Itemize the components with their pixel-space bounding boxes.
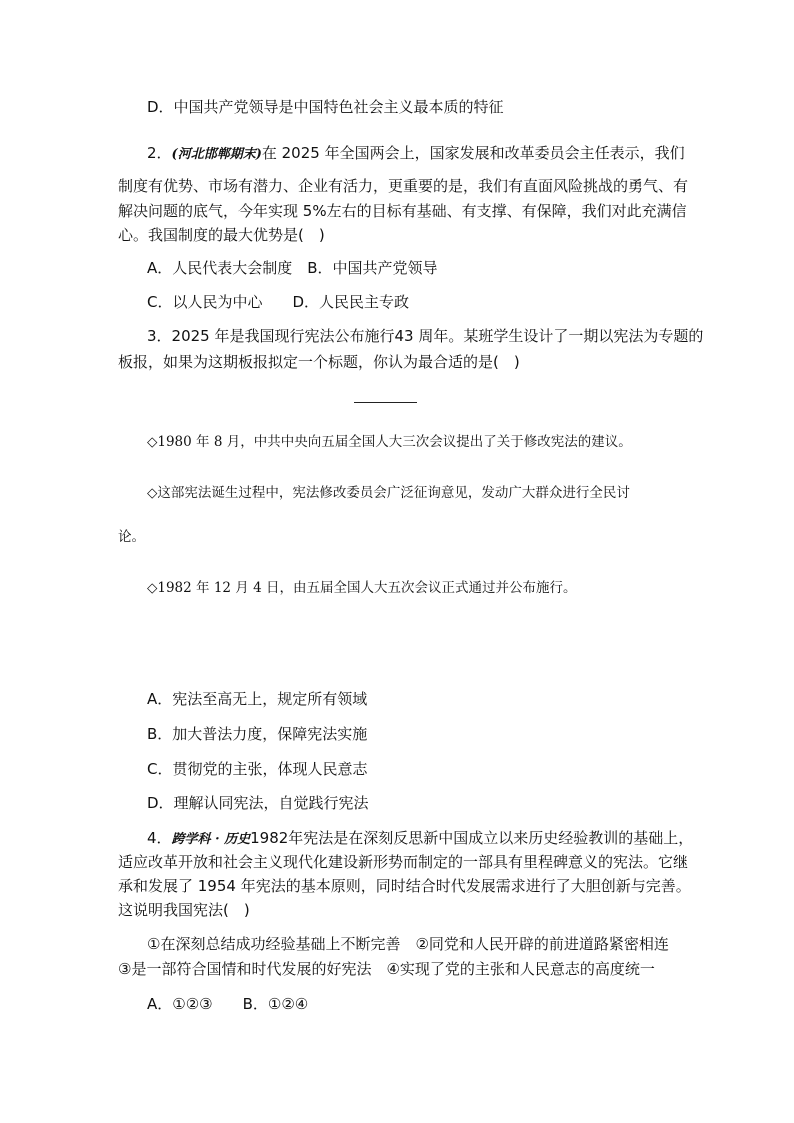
question-2-stem-line-2: 制度有优势、市场有潜力、企业有活力，更重要的是，我们有直面风险挑战的勇气、有 <box>118 177 689 195</box>
question-4-stem-line-4: 这说明我国宪法( ) <box>118 901 250 919</box>
question-4-statements-row-2: ③是一部符合国情和时代发展的好宪法 ④实现了党的主张和人民意志的高度统一 <box>118 960 655 978</box>
material-item: ◇1982 年 12 月 4 日，由五届全国人大五次会议正式通过并公布施行。 <box>147 580 577 596</box>
question-3-option-c: C．贯彻党的主张，体现人民意志 <box>147 760 368 778</box>
question-2-stem-line-3: 解决问题的底气，今年实现 5%左右的目标有基础、有支撑、有保障，我们对此充满信 <box>118 202 687 220</box>
question-number: 4． <box>147 829 172 847</box>
answer-blank-line <box>354 402 417 403</box>
question-1-option-d: D．中国共产党领导是中国特色社会主义最本质的特征 <box>147 98 504 116</box>
question-2-options-row-1: A．人民代表大会制度 B．中国共产党领导 <box>147 259 438 277</box>
question-2-stem-line-4: 心。我国制度的最大优势是( ) <box>118 226 325 244</box>
question-3-stem-line-2: 板报，如果为这期板报拟定一个标题，你认为最合适的是( ) <box>118 353 520 371</box>
question-4-statements-row-1: ①在深刻总结成功经验基础上不断完善 ②同党和人民开辟的前进道路紧密相连 <box>147 935 669 953</box>
question-4-options: A．①②③ B．①②④ <box>147 995 309 1013</box>
question-4-stem-line-2: 适应改革开放和社会主义现代化建设新形势而制定的一部具有里程碑意义的宪法。它继 <box>118 853 689 871</box>
question-4-stem-line-1: 4．跨学科 · 历史1982年宪法是在深刻反思新中国成立以来历史经验教训的基础上， <box>147 829 694 847</box>
question-3-option-a: A．宪法至高无上，规定所有领域 <box>147 690 368 708</box>
question-4-stem-line-3: 承和发展了 1954 年宪法的基本原则，同时结合时代发展需求进行了大胆创新与完善。 <box>118 877 691 895</box>
question-source-tag: 跨学科 · 历史 <box>171 832 251 847</box>
material-item: ◇1980 年 8 月，中共中央向五届全国人大三次会议提出了关于修改宪法的建议。 <box>147 434 632 450</box>
question-3-option-b: B．加大普法力度，保障宪法实施 <box>147 725 368 743</box>
question-3-option-d: D．理解认同宪法，自觉践行宪法 <box>147 794 369 812</box>
material-item: ◇这部宪法诞生过程中，宪法修改委员会广泛征询意见，发动广大群众进行全民讨 <box>147 485 630 501</box>
question-number: 2． <box>147 144 172 162</box>
question-3-stem-line-1: 3．2025 年是我国现行宪法公布施行43 周年。某班学生设计了一期以宪法为专题的 <box>147 327 704 345</box>
material-item-continuation: 论。 <box>118 529 145 545</box>
question-2-stem-line-1: 2．(河北邯郸期末)在 2025 年全国两会上，国家发展和改革委员会主任表示，我们 <box>147 144 685 162</box>
question-2-options-row-2: C．以人民为中心 D．人民民主专政 <box>147 293 410 311</box>
question-source-tag: (河北邯郸期末) <box>171 147 262 162</box>
